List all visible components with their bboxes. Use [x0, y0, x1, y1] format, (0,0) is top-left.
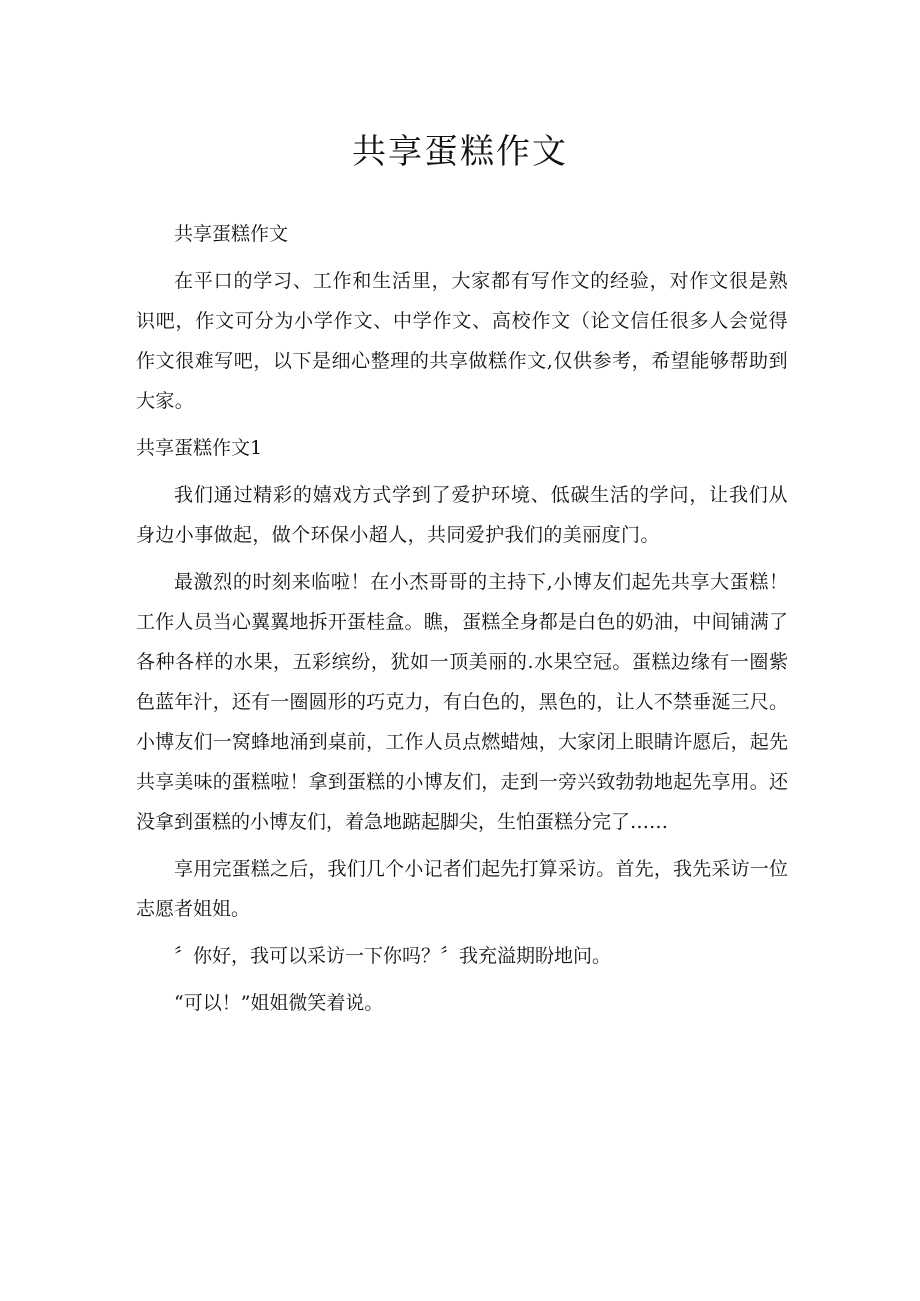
paragraph-cake-sharing: 最激烈的时刻来临啦！在小杰哥哥的主持下,小博友们起先共享大蛋糕！工作人员当心翼翼地拆开蛋桂盒。瞧，蛋糕全身都是白色的奶油，中间铺满了各种各样的水果，五彩缤纷，犹如一顶美丽的.水果空冠。蛋糕边缘有一圈紫色蓝年汁，还有一圈圆形的巧克力，有白色的，黑色的，让人不禁垂涎三尺。小博友们一窝蜂地涌到桌前，工作人员点燃蜡烛，大家闭上眼睛许愿后，起先共享美味的蛋糕啦！拿到蛋糕的小博友们，走到一旁兴致勃勃地起先享用。还没拿到蛋糕的小博友们，着急地踮起脚尖，生怕蛋糕分完了……	[136, 571, 788, 833]
paragraph-heading: 共享蛋糕作文	[174, 223, 289, 245]
document-title: 共享蛋糕作文	[352, 132, 568, 172]
paragraph-quote-question: 〞你好，我可以采访一下你吗？〞我充溢期盼地问。	[174, 945, 612, 967]
paragraph-quote-answer: “可以！”姐姐微笑着说。	[174, 992, 384, 1014]
document-body	[136, 214, 788, 1030]
paragraph-interview: 享用完蛋糕之后，我们几个小记者们起先打算采访。首先，我先采访一位志愿者姐姐。	[136, 858, 788, 920]
paragraph-environment: 我们通过精彩的嬉戏方式学到了爱护环境、低碳生活的学问，让我们从身边小事做起，做个环保小超人，共同爱护我们的美丽度门。	[136, 484, 788, 546]
paragraph-intro: 在平口的学习、工作和生活里，大家都有写作文的经验，对作文很是熟识吧，作文可分为小学作文、中学作文、高校作文（论文信任很多人会觉得作文很难写吧，以下是细心整理的共享做糕作文,仅供参考，希望能够帮助到大家。	[136, 270, 788, 412]
section-title: 共享蛋糕作文1	[136, 437, 263, 459]
